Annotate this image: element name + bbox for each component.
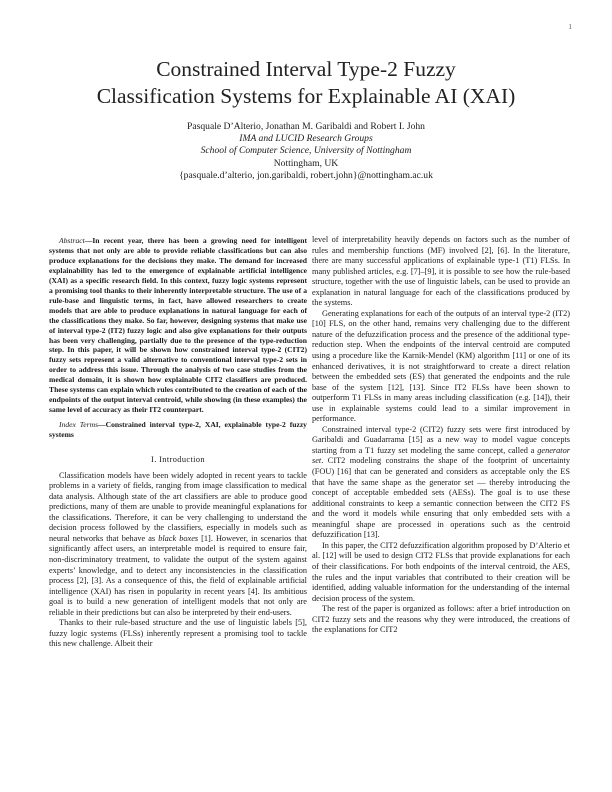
right-column bbox=[312, 235, 570, 636]
intro-p1-emphasis: black boxes bbox=[158, 533, 199, 543]
index-terms bbox=[49, 420, 307, 440]
abstract-text: —In recent year, there has been a growing need for intelligent systems that not only are able to provide reliable classifications but can also produce explanations for the decisions they make. The demand for increased explainability has led to the emergence of explainable artificial intelligence (XAI) as a specific research field. In this context, fuzzy logic systems represent a promising tool thanks to their inherently interpretable structure. The use of a rule-base and linguistic terms, in fact, have allowed researchers to create models that are able to produce explanations in natural language for each of the classifications they make. So far, however, designing systems that make use of interval type-2 (IT2) fuzzy logic and also give explanations for their outputs has been very challenging, partially due to the presence of the type-reduction step. In this paper, it will be shown how constrained interval type-2 (CIT2) fuzzy sets represent a valid alternative to conventional interval type-2 sets in order to address this issue. Through the analysis of two case studies from the medical domain, it is shown how explainable CIT2 classifiers are produced. These systems can explain which rules contributed to the creation of each of the endpoints of the output interval centroid, while showing (in these examples) the same level of accuracy as their IT2 counterpart. bbox=[49, 236, 307, 415]
abstract-lead: Abstract bbox=[59, 236, 85, 245]
intro-p4-emphasis: generator set bbox=[312, 445, 570, 466]
author-city: Nottingham, UK bbox=[273, 157, 339, 169]
author-emails: {pasquale.d’alterio, jon.garibaldi, robert.john}@nottingham.ac.uk bbox=[179, 169, 433, 181]
section-heading-introduction: I. Introduction bbox=[151, 455, 205, 465]
author-block bbox=[40, 121, 572, 182]
author-group: IMA and LUCID Research Groups bbox=[239, 133, 373, 145]
intro-paragraph-2-continued: level of interpretability heavily depends on factors such as the number of rules and membership functions (MF) involved [2], [6]. In the literature, there are many successful applications of explainable type-1 (T1) FLSs. In many published articles, e.g. [7]–[9], it is possible to see how the rule-based structure, together with the use of linguistic labels, can be used to provide an explanation in natural language for each of the classifications produced by the systems. bbox=[312, 235, 570, 308]
index-terms-lead: Index Terms bbox=[59, 420, 99, 430]
abstract bbox=[49, 236, 307, 415]
author-names: Pasquale D’Alterio, Jonathan M. Garibaldi and Robert I. John bbox=[187, 121, 425, 132]
intro-paragraph-1 bbox=[49, 471, 307, 619]
intro-paragraph-4 bbox=[312, 425, 570, 541]
title-line-2: Classification Systems for Explainable AI (XAI) bbox=[96, 84, 516, 108]
intro-paragraph-5: In this paper, the CIT2 defuzzification algorithm proposed by D’Alterio et al. [12] will be used to design CIT2 FLSs that provide explanations for each of their classifications. For both endpoints of the interval centroid, the AES, the rules and the input variables that contributed to their creation will be identified, adding valuable information for the understanding of the internal decision process of the system. bbox=[312, 540, 570, 603]
title-line-1: Constrained Interval Type-2 Fuzzy bbox=[156, 57, 456, 81]
left-column bbox=[49, 236, 307, 650]
page-number: 1 bbox=[568, 22, 572, 31]
author-school: School of Computer Science, University of Nottingham bbox=[200, 145, 412, 157]
intro-p4-text-a: Constrained interval type-2 (CIT2) fuzzy sets were first introduced by Garibaldi and Guadarrama [15] as a new way to model vague concepts starting from a T1 fuzzy set modeling the same concept, called a bbox=[312, 424, 570, 455]
intro-paragraph-2: Thanks to their rule-based structure and the use of linguistic labels [5], fuzzy logic systems (FLSs) inherently represent a promising tool to tackle this new challenge. Albeit their bbox=[49, 618, 307, 649]
intro-p1-text-b: [1]. However, in scenarios that significantly affect users, an interpretable model is required to ensure fair, non-discriminatory treatment, to validate the output of the system against experts’ knowledge, and to detect any inconsistencies in the classification process [2], [3]. As a consequence of this, the field of explainable artificial intelligence (XAI) has risen in popularity in recent years [4]. Its ambitious goal is to build a new generation of intelligent models that not only are reliable in their predictions but can also be interpreted by their end-users. bbox=[49, 533, 307, 617]
intro-paragraph-6: The rest of the paper is organized as follows: after a brief introduction on CIT2 fuzzy sets and the reasons why they were introduced, the creations of the explanations for CIT2 bbox=[312, 604, 570, 635]
intro-p4-text-b: . CIT2 modeling constrains the shape of the footprint of uncertainty (FOU) [16] that can be generated and considers as acceptable only the ES that have the same shape as the generator set — thereby introducing the concept of acceptable embedded sets (AESs). The goal is to use these additional constraints to keep a semantic connection between the CIT2 FS and the word it models while ensuring that only embedded sets with a meaningful shape are processed in operations such as the centroid defuzzification [13]. bbox=[312, 456, 570, 540]
intro-paragraph-3: Generating explanations for each of the outputs of an interval type-2 (IT2) [10] FLS, on the other hand, remains very challenging due to the different nature of the defuzzification process and the presence of the additional type-reduction step. When the endpoints of the interval centroid are computed using a procedure like the Karnik-Mendel (KM) algorithm [11] or one of its enhanced derivatives, it is not straightforward to create a direct relation between the embedded sets (ES) that generated the endpoints and the rule base of the system [12], [13]. Since IT2 FLSs have been shown to outperform T1 FLSs in many areas including classification (e.g. [14]), their use in explainable systems could lead to a similar improvement in performance. bbox=[312, 308, 570, 424]
index-terms-text: —Constrained interval type-2, XAI, explainable type-2 fuzzy systems bbox=[49, 420, 307, 440]
paper-title bbox=[40, 56, 572, 110]
intro-p1-text-a: Classification models have been widely adopted in recent years to tackle problems in a variety of fields, ranging from image classification to medical data analysis. Although state of the art classifiers are able to produce good predictions, many of them are unable to provide meaningful explanations for the classifications. Therefore, it can be very challenging to understand the decision process followed by the classifiers, especially in models such as neural networks that behave as bbox=[49, 470, 307, 543]
